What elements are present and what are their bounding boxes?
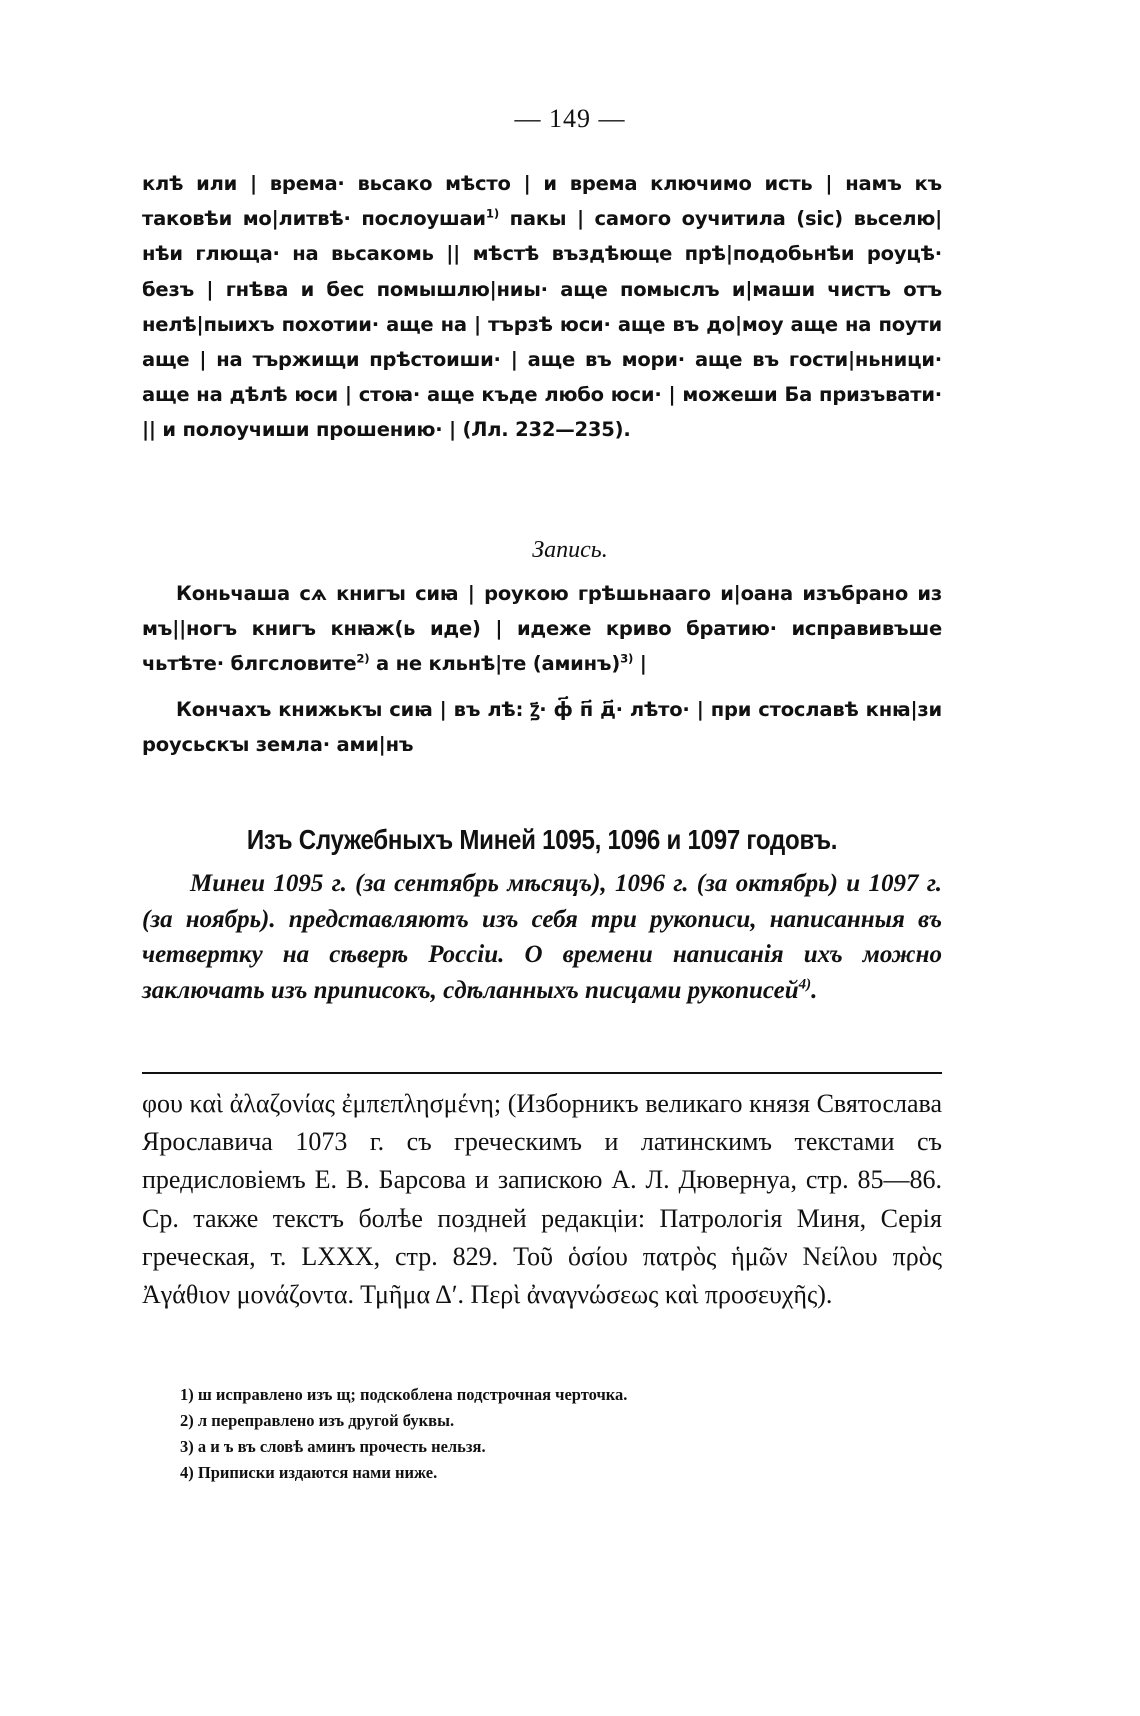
slavonic-text: Кончахъ книжькꙑ сиꙗ | въ лѣ: ꙁ҃· ф҃ п҃ д҃· лѣто· | при стославѣ кнꙗ|зи роусьскꙑ земла· ами|нъ <box>142 698 942 757</box>
footnote-1: 1) ш исправлено изъ щ; подскоблена подстрочная черточка. <box>180 1385 628 1404</box>
note-text: φου καὶ ἀλαζονίας ἐμπεπλησμένη; (Изборникъ великаго князя Святослава Ярославича 1073 г. съ греческимъ и латинскимъ текстами съ предисловіемъ Е. В. Барсова и запискою А. Л. Дювернуа, стр. 85—86. Ср. также текстъ болѣе поздней редакціи: Патрологія Миня, Серія греческая, т. LXXX, стр. 829. Τοῦ ὁσίου πατρὸς ἡμῶν Νείλου πρὸς Ἀγάθιον μονάζοντα. Τμῆμα Δʹ. Περὶ ἀναγνώσεως καὶ προσευχῆς). <box>142 1089 942 1310</box>
slavonic-text: пакы | самого оучитила (sic) вьселю|нѣи глюща· на вьсакомь || мѣстѣ въздѣюще прѣ|подобьнѣи роуцѣ· безъ | гнѣва и бес помышлю|ниы· аще помыслъ и|маши чистъ отъ нелѣ|пыихъ похотии· аще на | тързѣ юси· аще въ до|моу аще на поути аще | на тържищи прѣстоиши· | аще въ мори· аще въ гости|ньници· аще на дѣлѣ юси | стоꙗ· аще къде любо юси· | можеши Ба призъвати· || и полоучиши прошению· | (Лл. 232—235). <box>142 207 942 442</box>
intro-paragraph <box>142 866 942 1008</box>
section-heading: Изъ Служебныхъ Миней 1095, 1096 и 1097 годовъ. <box>246 824 838 855</box>
intro-text: . <box>811 976 818 1004</box>
slavonic-text: Коньчаша сѧ книгꙑ сиꙗ | роукою грѣшьнааго и|оана изъбрано из мъ||ногъ книгъ кнꙗж(ь иде) | идеже криво братию· исправивъше чьтѣте· блгсловите <box>142 582 942 676</box>
note-continuation <box>142 1085 942 1314</box>
intro-text: Минеи 1095 г. (за сентябрь мѣсяцъ), 1096 г. (за октябрь) и 1097 г. (за ноябрь). представляютъ изъ себя три рукописи, написанныя въ четвертку на сѣверѣ Россіи. О времени написанія ихъ можно заключать изъ приписокъ, сдѣланныхъ писцами рукописей <box>142 870 942 1004</box>
footnote-4: 4) Приписки издаются нами ниже. <box>180 1463 438 1482</box>
footnote-3: 3) а и ъ въ словѣ аминъ прочесть нельзя. <box>180 1437 486 1456</box>
slavonic-record-2 <box>142 692 942 762</box>
slavonic-record-1 <box>142 576 942 682</box>
footnote-ref: 3) <box>620 651 634 666</box>
page-number: — 149 — <box>514 104 626 133</box>
slavonic-text: клѣ или | врема· вьсако мѣсто | и врема ключимо исть | намъ къ таковѣи мо|литвѣ· послоушаи <box>142 172 942 231</box>
slavonic-text: а не кльнѣ|те (аминъ) <box>369 652 621 676</box>
footnotes <box>180 1382 940 1486</box>
footnote-ref: 4) <box>798 976 812 993</box>
entry-title: Запись. <box>532 537 608 563</box>
footnote-divider <box>142 1072 942 1074</box>
footnote-ref: 2) <box>356 651 370 666</box>
footnote-ref: 1) <box>485 206 499 221</box>
footnote-2: 2) л переправлено изъ другой буквы. <box>180 1411 455 1430</box>
slavonic-text-block <box>142 166 942 448</box>
slavonic-text: | <box>633 652 647 676</box>
